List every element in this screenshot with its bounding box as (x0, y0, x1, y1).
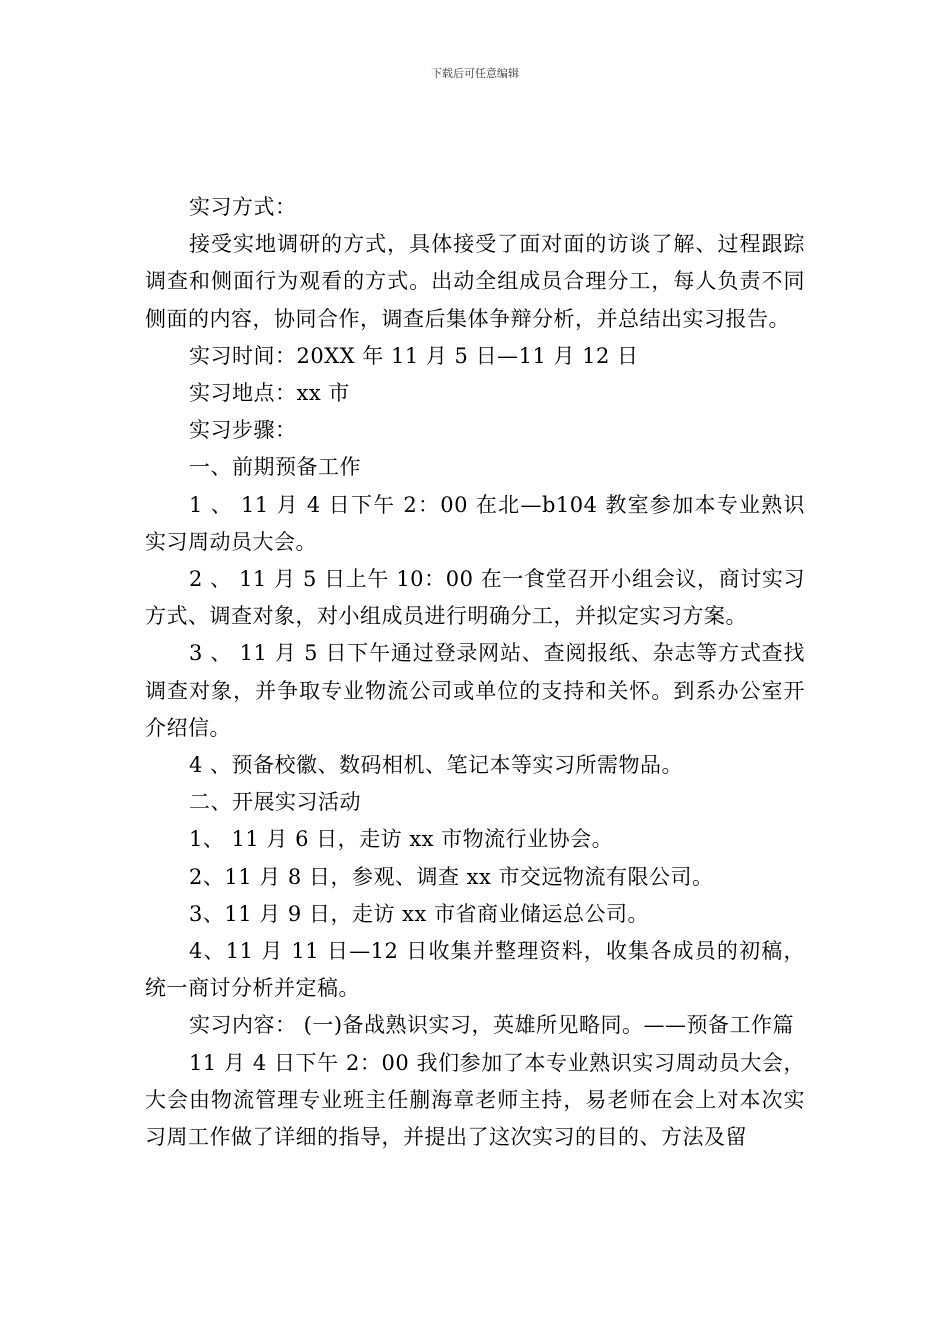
list-item: 3 、 11 月 5 日下午通过登录网站、查阅报纸、杂志等方式查找调查对象，并争取专业物流公司或单位的支持和关怀。到系办公室开介绍信。 (145, 641, 805, 740)
list-item: 2 、 11 月 5 日上午 10：00 在一食堂召开小组会议，商讨实习方式、调查对象，对小组成员进行明确分工，并拟定实习方案。 (145, 567, 805, 629)
paragraph-practice-steps-title: 实习步骤： (189, 418, 297, 443)
page-header: 下载后可任意编辑 (431, 67, 519, 80)
paragraph-practice-time: 实习时间：20XX 年 11 月 5 日—11 月 12 日 (189, 343, 639, 368)
list-item: 2、11 月 8 日，参观、调查 xx 市交远物流有限公司。 (189, 864, 714, 889)
list-item: 3、11 月 9 日，走访 xx 市省商业储运总公司。 (189, 901, 650, 926)
document-body (145, 189, 805, 1156)
paragraph-practice-method-title: 实习方式： (189, 195, 297, 219)
paragraph-practice-content: 实习内容： (一)备战熟识实习，英雄所见略同。——预备工作篇 (189, 1013, 795, 1038)
list-item: 4 、预备校徽、数码相机、笔记本等实习所需物品。 (189, 753, 684, 778)
list-item: 4、11 月 11 日—12 日收集并整理资料，收集各成员的初稿，统一商讨分析并定稿。 (145, 939, 805, 1001)
list-item: 1 、 11 月 4 日下午 2：00 在北—b104 教室参加本专业熟识实习周动员大会。 (145, 492, 805, 554)
paragraph-mobilization-meeting: 11 月 4 日下午 2：00 我们参加了本专业熟识实习周动员大会，大会由物流管理专业班主任蒯海章老师主持，易老师在会上对本次实习周工作做了详细的指导，并提出了这次实习的目的、方法及留 (145, 1050, 805, 1150)
list-item: 1、 11 月 6 日，走访 xx 市物流行业协会。 (189, 827, 614, 852)
paragraph-practice-method-body: 接受实地调研的方式，具体接受了面对面的访谈了解、过程跟踪调查和侧面行为观看的方式。出动全组成员合理分工，每人负责不同侧面的内容，协同合作，调查后集体争辩分析，并总结出实习报告。 (145, 232, 805, 331)
paragraph-practice-location: 实习地点：xx 市 (189, 381, 350, 406)
section-heading-activities: 二、开展实习活动 (189, 790, 361, 815)
section-heading-preparation: 一、前期预备工作 (189, 455, 361, 480)
